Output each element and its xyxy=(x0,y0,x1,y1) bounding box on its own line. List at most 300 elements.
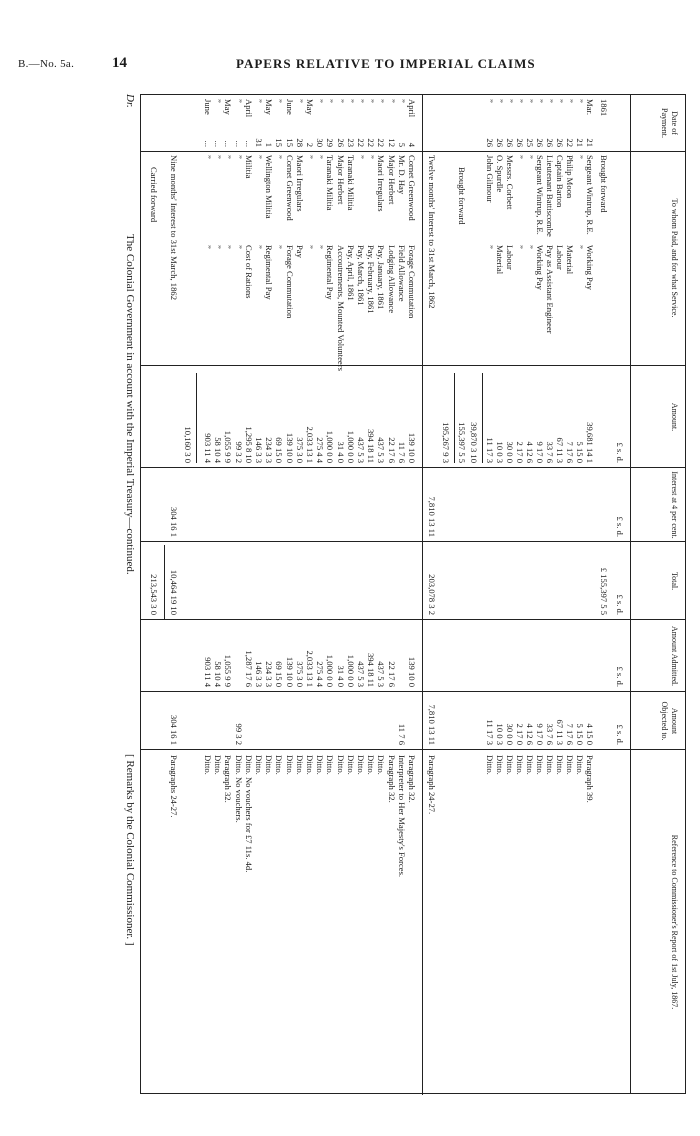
service-cell: ” xyxy=(305,245,315,249)
payee-cell: Brought forward xyxy=(599,155,609,213)
day-cell: 26 xyxy=(335,138,346,147)
service-cell: ” xyxy=(575,245,585,249)
remarks-title: [ Remarks by the Colonial Commissioner. ] xyxy=(124,754,136,946)
table-row xyxy=(325,95,335,1095)
reference-cell: Paragraph 32. xyxy=(386,755,397,803)
payee-cell: Major Herbert xyxy=(386,155,397,205)
payee-cell: Wellington Militia xyxy=(264,155,275,219)
day-cell: 26 xyxy=(515,138,525,147)
day-cell: 26 xyxy=(495,138,505,147)
payee-cell: Sergeant Wintrup, R.E. xyxy=(585,155,595,235)
subtotal-b: 155,397 5 5 xyxy=(457,422,467,463)
day-cell: 21 xyxy=(575,138,585,147)
admitted-cell: 1,000 0 0 xyxy=(345,654,356,687)
account-sheet xyxy=(126,94,686,1094)
payee-cell: ” xyxy=(525,155,535,159)
reference-cell: Ditto. xyxy=(485,755,495,775)
day-cell: 15 xyxy=(284,138,295,147)
service-cell: Labour xyxy=(555,245,565,270)
month-cell: ” xyxy=(376,99,387,103)
table-row xyxy=(555,95,565,1095)
payee-cell: ” xyxy=(254,155,264,159)
table-row xyxy=(356,95,366,1095)
service-cell: ” xyxy=(223,245,234,249)
service-cell: Field Allowance xyxy=(396,245,407,302)
day-cell: 26 xyxy=(485,138,495,147)
month-cell: May xyxy=(223,99,234,115)
reference-cell: Ditto. xyxy=(555,755,565,775)
reference-b: Paragraphs 24-27. xyxy=(169,755,179,818)
table-row xyxy=(387,95,397,1095)
service-cell: ” xyxy=(515,245,525,249)
amount-cell: 11 17 3 xyxy=(485,437,495,463)
total-b: 10,464 19 10 xyxy=(169,569,179,615)
table-row xyxy=(366,95,376,1095)
subtotal-a: 39,870 3 10 xyxy=(469,422,479,463)
reference-cell: Ditto. xyxy=(515,755,525,775)
service-cell: Material xyxy=(565,245,575,275)
admitted-cell: 146 3 3 xyxy=(254,661,264,687)
service-cell: Cost of Rations xyxy=(243,245,254,299)
service-cell: Pay, February, 1861 xyxy=(366,245,377,314)
payee-cell: Major Herbert xyxy=(335,155,346,205)
day-cell: 12 xyxy=(386,138,397,147)
objected-cell: 10 0 3 xyxy=(495,723,505,745)
day-cell: 2 xyxy=(305,142,315,147)
brought-forward-label: Brought forward xyxy=(457,167,467,225)
amount-cell: 437 5 3 xyxy=(376,437,387,463)
page-header xyxy=(0,52,700,76)
col-payee: To whom Paid, and for what Service. xyxy=(670,198,679,318)
col-reference: Reference to Commissioner's Report of 1st July, 1867. xyxy=(670,834,679,1010)
reference-cell: Ditto. xyxy=(335,755,346,775)
objected-cell: 11 17 3 xyxy=(485,719,495,745)
reference-cell: Ditto. xyxy=(274,755,285,775)
month-cell: Mar. xyxy=(585,99,595,115)
amount-cell: 2,033 13 1 xyxy=(305,426,315,463)
reference-cell: Ditto. No vouchers. xyxy=(233,755,244,823)
table-row xyxy=(203,95,213,1095)
reference-cell: Ditto. xyxy=(525,755,535,775)
lsd-objected: £ s. d. xyxy=(615,724,625,745)
admitted-cell: 139 10 0 xyxy=(284,656,295,687)
payee-cell: ” xyxy=(233,155,244,159)
payee-cell: Maori Irregulars xyxy=(376,155,387,212)
service-cell: ” xyxy=(274,245,285,249)
reference-cell: Ditto. No vouchers for £7 11s. 4d. xyxy=(243,755,254,873)
service-cell: Forage Commutation xyxy=(284,245,295,319)
interest-a: 7,810 13 11 xyxy=(427,496,437,537)
amount-cell: 39,681 14 1 xyxy=(585,422,595,463)
service-cell: ” xyxy=(203,245,213,249)
payee-cell: Messrs. Corbett xyxy=(505,155,515,210)
service-cell: ” xyxy=(254,245,264,249)
day-cell: ... xyxy=(243,140,254,147)
objected-cell: 9 17 0 xyxy=(535,723,545,745)
month-cell: April xyxy=(407,99,417,118)
admitted-cell: 437 5 3 xyxy=(376,661,387,687)
reference-cell: Interpreter to Her Majesty's Forces. xyxy=(396,755,407,878)
amount-cell: 58 10 4 xyxy=(213,437,224,463)
page-title: PAPERS RELATIVE TO IMPERIAL CLAIMS xyxy=(236,56,536,71)
service-cell: Working Pay xyxy=(535,245,545,290)
admitted-cell: 22 17 6 xyxy=(386,661,397,687)
service-cell: Pay, March, 1861 xyxy=(356,245,366,306)
objected-cell: 33 7 6 xyxy=(545,723,555,745)
table-row xyxy=(407,95,417,1095)
month-cell: ” xyxy=(356,99,366,103)
payee-cell: Taranaki Militia xyxy=(325,155,336,211)
lsd-header-row xyxy=(615,95,625,1095)
reference-cell: Ditto. xyxy=(284,755,295,775)
amount-cell: 394 18 11 xyxy=(366,428,377,463)
payee-cell: ” xyxy=(366,155,377,159)
month-cell: ” xyxy=(345,99,356,103)
reference-cell: Ditto. xyxy=(254,755,264,775)
payee-cell: ” xyxy=(223,155,234,159)
table-row xyxy=(515,95,525,1095)
objected-cell: 11 7 6 xyxy=(396,723,407,745)
payee-cell: Philip Moon xyxy=(565,155,575,199)
admitted-cell: 394 18 11 xyxy=(366,652,377,687)
reference-cell: Ditto. xyxy=(545,755,555,775)
account-table xyxy=(140,94,686,1094)
day-cell: 29 xyxy=(325,138,336,147)
service-cell: ” xyxy=(485,245,495,249)
amount-cell: 139 10 0 xyxy=(407,432,417,463)
month-cell: ” xyxy=(515,99,525,103)
reference-a: Paragraph 24-27. xyxy=(427,755,437,815)
day-cell: 25 xyxy=(525,138,535,147)
reference-cell: Ditto. xyxy=(345,755,356,775)
objected-cell: 4 15 0 xyxy=(585,723,595,745)
day-cell: ... xyxy=(213,140,224,147)
reference-cell: Ditto. xyxy=(325,755,336,775)
service-cell: Forage Commutation xyxy=(407,245,417,319)
amount-cell: 375 3 0 xyxy=(294,437,305,463)
month-cell: May xyxy=(264,99,275,115)
service-cell: ” xyxy=(213,245,224,249)
month-cell: May xyxy=(305,99,315,115)
reference-cell: Ditto. xyxy=(366,755,377,775)
amount-cell: 275 4 4 xyxy=(315,437,326,463)
amount-cell: 903 11 4 xyxy=(203,433,213,463)
objected-cell: 30 0 0 xyxy=(505,723,515,745)
col-date: Date of Payment. xyxy=(660,108,679,138)
table-row xyxy=(525,95,535,1095)
service-cell: Pay xyxy=(294,245,305,258)
payee-cell: Militia xyxy=(243,155,254,179)
objected-cell: 99 3 2 xyxy=(233,723,244,745)
lsd-interest: £ s. d. xyxy=(615,516,625,537)
service-cell: Pay, April, 1861 xyxy=(345,245,356,301)
nine-months-row xyxy=(169,95,179,1095)
service-cell: Labour xyxy=(505,245,515,270)
payee-cell: Lieutenant Battiscombe xyxy=(545,155,555,237)
account-title: The Colonial Government in account with the Imperial Treasury—continued. xyxy=(124,234,136,575)
amount-cell: 139 10 0 xyxy=(284,432,295,463)
amount-cell: 1,000 0 0 xyxy=(345,430,356,463)
twelve-months-row xyxy=(427,95,437,1095)
subtotal-2-row xyxy=(183,95,193,1095)
total-carried-forward: 213,543 3 0 xyxy=(149,574,159,615)
reference-cell: Ditto. xyxy=(376,755,387,775)
amount-cell: 1,295 8 10 xyxy=(243,426,254,463)
day-cell: 31 xyxy=(254,138,264,147)
col-admitted: Amount Admitted. xyxy=(670,626,679,686)
amount-cell: 33 7 6 xyxy=(545,441,555,463)
table-row xyxy=(274,95,284,1095)
month-cell: ” xyxy=(396,99,407,103)
subtotal-row xyxy=(469,95,479,1095)
day-cell: ... xyxy=(233,140,244,147)
reference-cell: Paragraph 32. xyxy=(407,755,417,803)
lsd-admitted: £ s. d. xyxy=(615,666,625,687)
service-cell: Regimental Pay xyxy=(325,245,336,300)
amount-cell: 99 3 2 xyxy=(233,441,244,463)
day-cell: 28 xyxy=(294,138,305,147)
table-row xyxy=(244,95,254,1095)
total-cell: £ 155,397 5 5 xyxy=(599,567,609,615)
amount-cell: 67 11 3 xyxy=(555,437,565,463)
amount-cell: 69 15 0 xyxy=(274,437,285,463)
objected-cell: 2 17 0 xyxy=(515,723,525,745)
month-cell: ” xyxy=(555,99,565,103)
service-cell: Accoutrements, Mounted Volunteers xyxy=(335,245,346,371)
col-amount: Amount. xyxy=(670,402,679,432)
table-row xyxy=(485,95,495,1095)
month-cell: ” xyxy=(254,99,264,103)
day-cell: 26 xyxy=(555,138,565,147)
amount-cell: 1,055 9 9 xyxy=(223,430,234,463)
admitted-cell: 1,287 17 6 xyxy=(243,650,254,687)
reference-cell: Ditto. xyxy=(305,755,315,775)
admitted-cell: 1,055 9 9 xyxy=(223,654,234,687)
carried-forward-row xyxy=(149,95,159,1095)
admitted-cell: 437 5 3 xyxy=(356,661,366,687)
admitted-cell: 69 15 0 xyxy=(274,661,285,687)
carried-forward-label: Carried forward xyxy=(149,167,159,223)
day-cell: ... xyxy=(223,140,234,147)
month-cell: ” xyxy=(325,99,336,103)
payee-cell: ” xyxy=(213,155,224,159)
objected-a: 7,810 13 11 xyxy=(427,704,437,745)
subtotal-2: 10,160 3 0 xyxy=(183,426,193,463)
table-row xyxy=(565,95,575,1095)
service-cell: Pay as Assistant Engineer xyxy=(545,245,555,334)
day-cell: 22 xyxy=(366,138,377,147)
amount-cell: 5 15 0 xyxy=(575,441,585,463)
month-cell: ” xyxy=(315,99,326,103)
subtotal-c: 195,267 9 3 xyxy=(441,422,451,463)
amount-cell: 9 17 0 xyxy=(535,441,545,463)
service-cell: Material xyxy=(495,245,505,275)
service-cell: ” xyxy=(525,245,535,249)
table-row xyxy=(285,95,295,1095)
month-cell: ” xyxy=(575,99,585,103)
table-row xyxy=(234,95,244,1095)
admitted-cell: 139 10 0 xyxy=(407,656,417,687)
amount-cell: 146 3 3 xyxy=(254,437,264,463)
amount-cell: 11 7 6 xyxy=(396,441,407,463)
day-cell: 15 xyxy=(274,138,285,147)
table-row xyxy=(305,95,315,1095)
day-cell: 22 xyxy=(376,138,387,147)
col-interest: Interest at 4 per cent. xyxy=(670,471,679,539)
payee-cell: Cornet Greenwood xyxy=(407,155,417,221)
amount-cell: 31 4 0 xyxy=(335,441,346,463)
objected-cell: 5 15 0 xyxy=(575,723,585,745)
day-cell: 22 xyxy=(565,138,575,147)
payee-cell: ” xyxy=(203,155,213,159)
service-cell: Lodging Allowance xyxy=(386,245,397,314)
table-row xyxy=(376,95,386,1095)
table-row xyxy=(505,95,515,1095)
month-cell: ” xyxy=(535,99,545,103)
day-cell: ... xyxy=(203,140,213,147)
payee-cell: Cornet Greenwood xyxy=(284,155,295,221)
month-cell: ” xyxy=(386,99,397,103)
payee-cell: ” xyxy=(356,155,366,159)
month-cell: ” xyxy=(485,99,495,103)
document-reference: B.—No. 5a. xyxy=(18,58,75,70)
table-row xyxy=(397,95,407,1095)
nine-months-label: Nine months' Interest to 31st March, 1862 xyxy=(169,155,179,300)
table-row xyxy=(336,95,346,1095)
service-cell: ” xyxy=(315,245,326,249)
reference-cell: Ditto. xyxy=(495,755,505,775)
month-cell: ” xyxy=(505,99,515,103)
reference-cell: Ditto. xyxy=(575,755,585,775)
total-a: 203,078 3 2 xyxy=(427,574,437,615)
day-cell: 4 xyxy=(407,142,417,147)
service-cell: Working Pay xyxy=(585,245,595,290)
lsd-amount: £ s. d. xyxy=(615,442,625,463)
day-cell: 1 xyxy=(264,142,275,147)
amount-cell: 1,000 0 0 xyxy=(325,430,336,463)
admitted-cell: 2,033 13 1 xyxy=(305,650,315,687)
amount-cell: 4 12 6 xyxy=(525,441,535,463)
month-cell: April xyxy=(243,99,254,118)
payee-cell: ” xyxy=(274,155,285,159)
month-cell: ” xyxy=(274,99,285,103)
table-row xyxy=(223,95,233,1095)
table-row xyxy=(213,95,223,1095)
payee-cell: ” xyxy=(305,155,315,159)
reference-cell: Ditto. xyxy=(213,755,224,775)
brought-forward-row xyxy=(457,95,467,1095)
page-number: 14 xyxy=(112,55,127,71)
col-objected: Amount Objected to. xyxy=(660,701,679,741)
payee-cell: O. Spurdle xyxy=(495,155,505,193)
reference-cell: Paragraph 32. xyxy=(223,755,234,803)
month-cell: ” xyxy=(335,99,346,103)
day-cell: 26 xyxy=(505,138,515,147)
month-cell: ” xyxy=(213,99,224,103)
admitted-cell: 1,000 0 0 xyxy=(325,654,336,687)
payee-cell: Sergeant Wintrup, R.E. xyxy=(535,155,545,235)
reference-cell: Paragraph 39. xyxy=(585,755,595,803)
amount-cell: 234 3 3 xyxy=(264,437,275,463)
reference-cell: Ditto. xyxy=(294,755,305,775)
reference-cell: Ditto. xyxy=(535,755,545,775)
payee-cell: Taranaki Militia xyxy=(345,155,356,211)
reference-cell: Ditto. xyxy=(264,755,275,775)
reference-cell: Ditto. xyxy=(565,755,575,775)
reference-cell: Ditto. xyxy=(505,755,515,775)
payee-cell: John Gilmour xyxy=(485,155,495,203)
day-cell: 23 xyxy=(345,138,356,147)
payee-cell: ” xyxy=(515,155,525,159)
month-cell: ” xyxy=(565,99,575,103)
day-cell: 21 xyxy=(585,138,595,147)
subtotal-c-row xyxy=(441,95,451,1095)
admitted-cell: 58 10 4 xyxy=(213,661,224,687)
table-row xyxy=(254,95,264,1095)
table-row xyxy=(585,95,595,1095)
day-cell: 22 xyxy=(356,138,366,147)
table-row xyxy=(346,95,356,1095)
service-cell: Pay, January, 1861 xyxy=(376,245,387,310)
admitted-cell: 31 4 0 xyxy=(335,665,346,687)
payee-cell: ” xyxy=(575,155,585,159)
dr-label: Dr. xyxy=(124,94,136,108)
day-cell: 26 xyxy=(545,138,555,147)
year-cell: 1861 xyxy=(599,99,609,117)
payee-cell: Captain Barton xyxy=(555,155,565,208)
amount-cell: 2 17 0 xyxy=(515,441,525,463)
payee-cell: ” xyxy=(315,155,326,159)
month-cell: June xyxy=(203,99,213,115)
month-cell: ” xyxy=(233,99,244,103)
payee-cell: Mr. D. Hay xyxy=(396,155,407,195)
amount-cell: 10 0 3 xyxy=(495,441,505,463)
table-row xyxy=(295,95,305,1095)
month-cell: June xyxy=(284,99,295,115)
reference-cell: Ditto. xyxy=(356,755,366,775)
amount-cell: 7 17 6 xyxy=(565,441,575,463)
twelve-months-label: Twelve months' Interest to 31st March, 1862 xyxy=(427,155,437,309)
amount-cell: 437 5 3 xyxy=(356,437,366,463)
month-cell: ” xyxy=(525,99,535,103)
month-cell: ” xyxy=(495,99,505,103)
table-row xyxy=(575,95,585,1095)
reference-cell: Ditto. xyxy=(315,755,326,775)
payee-cell: Maori Irregulars xyxy=(294,155,305,212)
month-cell: ” xyxy=(545,99,555,103)
interest-b: 304 16 1 xyxy=(169,506,179,537)
reference-cell: Ditto. xyxy=(203,755,213,775)
day-cell: 5 xyxy=(396,142,407,147)
month-cell: ” xyxy=(366,99,377,103)
admitted-cell: 375 3 0 xyxy=(294,661,305,687)
service-cell: ” xyxy=(233,245,244,249)
lsd-total: £ s. d. xyxy=(615,594,625,615)
table-row xyxy=(495,95,505,1095)
admitted-cell: 903 11 4 xyxy=(203,657,213,687)
amount-cell: 22 17 6 xyxy=(386,437,397,463)
objected-cell: 7 17 6 xyxy=(565,723,575,745)
col-total: Total. xyxy=(670,571,679,591)
admitted-cell: 275 4 4 xyxy=(315,661,326,687)
table-row xyxy=(545,95,555,1095)
objected-cell: 4 12 6 xyxy=(525,723,535,745)
admitted-cell: 234 3 3 xyxy=(264,661,275,687)
table-row xyxy=(264,95,274,1095)
month-cell: ” xyxy=(294,99,305,103)
amount-cell: 30 0 0 xyxy=(505,441,515,463)
table-row xyxy=(599,95,609,1095)
